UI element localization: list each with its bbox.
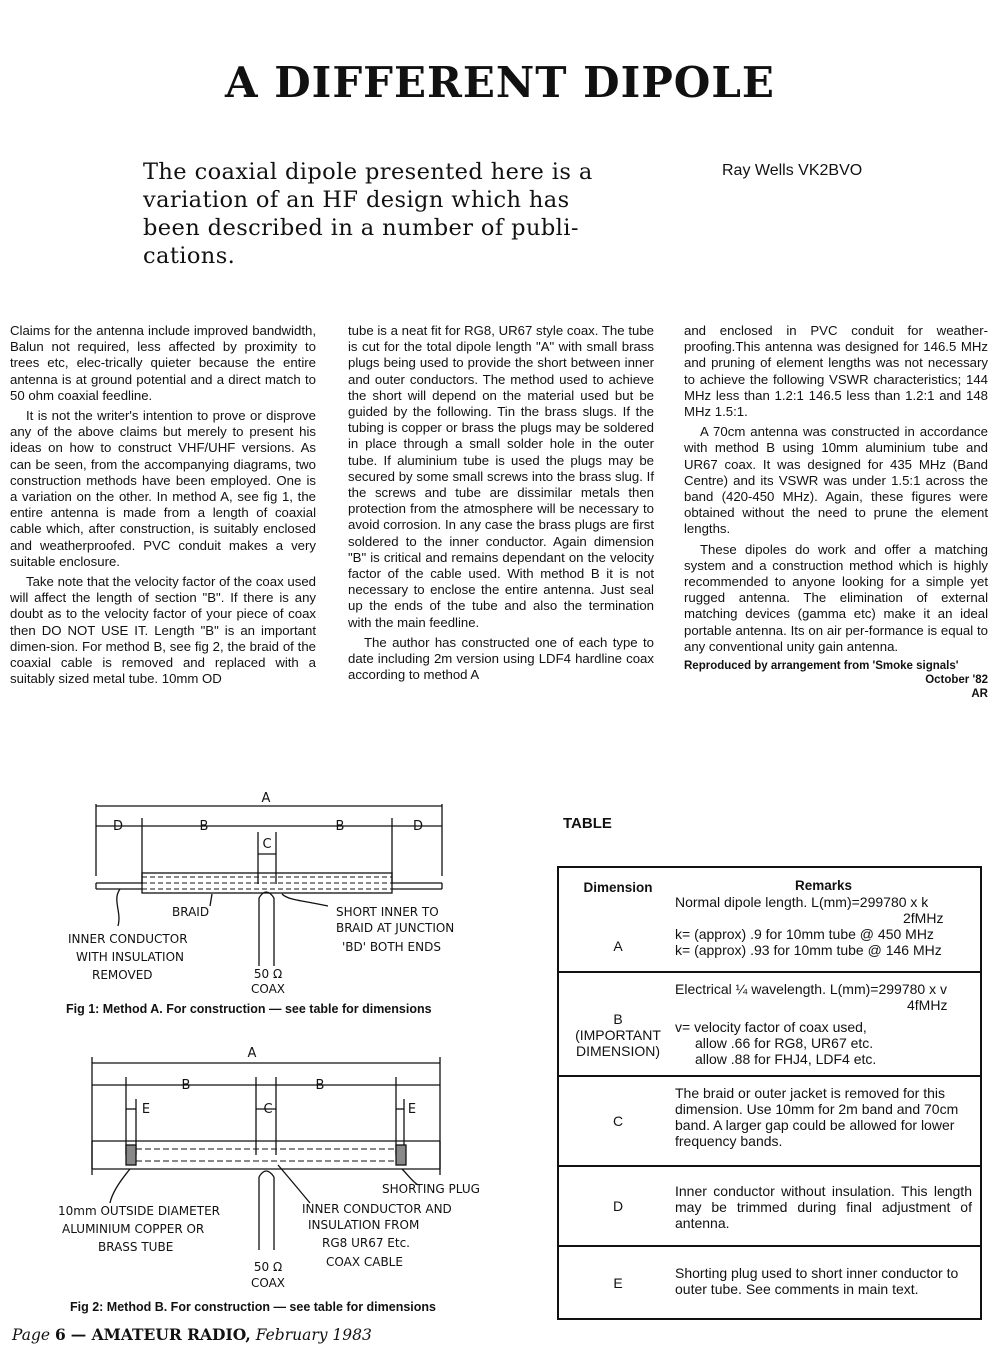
body-paragraph: A 70cm antenna was constructed in accordance with method B using 10mm aluminium tube and UR67 coax. It was designed for 435 MHz (Band Centre) and its VSWR was under 1.5:1 across the band (420-450 MHz). Again, these figures were obtained without the need to prune the element lengths. [684, 424, 988, 537]
reproduced-date: October '82 [925, 674, 988, 687]
table-dim-cell [559, 973, 677, 1075]
table-header-dimension-cell [559, 868, 677, 971]
fig2-diagram [40, 1045, 500, 1295]
fig1-label-a: A [261, 791, 271, 806]
reproduction-credit [684, 659, 988, 701]
dimension-table [557, 866, 982, 1320]
fig1-label-c: C [262, 837, 272, 852]
table-header-dimension: Dimension [583, 880, 653, 895]
author-byline: Ray Wells VK2BVO [722, 162, 863, 179]
fig2-label-b: B [315, 1078, 325, 1093]
body-paragraph: The author has constructed one of each type to date including 2m version using LDF4 hardline coax according to method A [348, 634, 654, 683]
fig2-coax-label: COAX [250, 1276, 286, 1290]
fig1-inner-label: REMOVED [92, 968, 153, 982]
table-remark-line: The braid or outer jacket is removed for this dimension. Use 10mm for 2m band and 70cm band. A larger gap could be allowed for lower frequency bands. [675, 1085, 959, 1149]
table-remark-line: 2fMHz [903, 910, 944, 926]
table-remark-line: allow .88 for FHJ4, LDF4 etc. [695, 1051, 877, 1067]
footer-magazine: — AMATEUR RADIO, [70, 1325, 251, 1344]
fig1-caption: Fig 1: Method A. For construction — see table for dimensions [66, 1002, 432, 1016]
article-sign-off: AR [971, 688, 988, 701]
fig2-tube-label: 10mm OUTSIDE DIAMETER [58, 1204, 220, 1218]
table-remarks-cell [671, 868, 976, 971]
table-remark-line: k= (approx) .93 for 10mm tube @ 146 MHz [675, 942, 942, 958]
page-footer [12, 1325, 372, 1344]
table-dim: D [612, 1198, 624, 1214]
fig1-coax-label: 50 Ω [253, 967, 283, 981]
table-row-c [559, 1077, 980, 1167]
table-row-e [559, 1247, 980, 1318]
fig1-label-d: D [112, 819, 124, 834]
table-dim: E [613, 1274, 623, 1291]
fig1-coax-label: COAX [250, 982, 286, 996]
table-row-b [559, 973, 980, 1077]
fig1-diagram [50, 788, 520, 998]
footer-page-number: 6 [55, 1325, 66, 1344]
fig2-tube-label: ALUMINIUM COPPER OR [62, 1222, 205, 1236]
fig2-inner-label: INNER CONDUCTOR AND [302, 1202, 452, 1216]
body-column-3 [684, 323, 988, 701]
fig2-inner-label: COAX CABLE [326, 1255, 403, 1269]
fig2-coax-label: 50 Ω [253, 1260, 283, 1274]
fig1-inner-label: WITH INSULATION [76, 950, 185, 964]
body-paragraph: Take note that the velocity factor of the coax used will affect the length of section "B". If there is any doubt as to the velocity factor of your piece of coax then DO NOT USE IT. Length "B" is an important dimen-sion. For method B, see fig 2, the braid of the coaxial cable is removed and replaced with a suitably sized metal tube. 10mm OD [10, 574, 316, 687]
body-paragraph: Claims for the antenna include improved bandwidth, Balun not required, less affected by proximity to trees etc, elec-trically quieter because the entire antenna is at ground potential and a direct match to 50 ohm coaxial feedline. [10, 323, 316, 403]
body-paragraph: These dipoles do work and offer a matching system and a construction method which is highly recommended to anyone looking for a simple yet rugged antenna. The elimination of external matching devices (gamma etc) make it an ideal portable antenna. Its on air per-formance is equal to any conventional unity gain antenna. [684, 541, 988, 654]
table-remark-line: k= (approx) .9 for 10mm tube @ 450 MHz [675, 926, 934, 942]
fig2-label-e: E [141, 1102, 151, 1117]
fig2-inner-label: INSULATION FROM [308, 1218, 420, 1232]
table-heading: TABLE [563, 815, 612, 832]
table-dim: A [613, 938, 623, 954]
table-remark-line: Inner conductor without insulation. This length may be trimmed during final adjustment of antenna. [675, 1183, 972, 1231]
fig1-braid-label: BRAID [172, 905, 210, 919]
fig1-label-d: D [412, 819, 424, 834]
fig2-inner-label: RG8 UR67 Etc. [322, 1236, 410, 1250]
fig2-label-c: C [263, 1102, 273, 1117]
fig2-caption: Fig 2: Method B. For construction — see table for dimensions [70, 1300, 437, 1314]
table-remarks-cell [671, 973, 976, 1075]
body-column-2 [348, 323, 654, 687]
fig2-tube-label: BRASS TUBE [98, 1240, 174, 1254]
table-remark-line: Electrical ¼ wavelength. L(mm)=299780 x v [675, 981, 947, 997]
fig1-label-b: B [335, 819, 345, 834]
body-paragraph: It is not the writer's intention to prove or disprove any of the above claims but merely to present his ideas on how to construct VHF/UHF versions. As can be seen, from the accompanying diagrams, two construction methods have been employed. One is a variation on the other. In method A, see fig 1, the entire antenna is made from a length of coaxial cable which, after construction, is suitably enclosed and weatherproofed. PVC conduit makes a very suitable enclosure. [10, 408, 316, 569]
table-remark-line: 4fMHz [907, 997, 948, 1013]
fig1-short-label: 'BD' BOTH ENDS [342, 940, 441, 954]
table-dim: B [613, 1011, 623, 1027]
table-row-a [559, 868, 980, 973]
body-paragraph: and enclosed in PVC conduit for weather-proofing.This antenna was designed for 146.5 MHz and pruning of element lengths was not necessary to achieve the following VSWR characteristics; 144 MHz less than 1.2:1 146.5 less than 1.2:1 and 148 MHz 1.5:1. [684, 323, 988, 420]
fig2-label-b: B [181, 1078, 191, 1093]
reproduced-note: Reproduced by arrangement from 'Smoke signals' [684, 660, 959, 673]
table-remark-line: Normal dipole length. L(mm)=299780 x k [675, 894, 929, 910]
fig1-short-label: BRAID AT JUNCTION [336, 921, 455, 935]
table-dim: (IMPORTANT [575, 1027, 661, 1043]
table-remark-line: Shorting plug used to short inner conductor to outer tube. See comments in main text. [675, 1265, 959, 1297]
table-row-d [559, 1167, 980, 1247]
table-header-remarks: Remarks [794, 878, 853, 893]
footer-page-label: Page [12, 1326, 51, 1344]
table-remark-line: allow .66 for RG8, UR67 etc. [695, 1035, 874, 1051]
table-dim: C [612, 1113, 624, 1129]
fig1-inner-label: INNER CONDUCTOR [68, 932, 188, 946]
fig2-plug-label: SHORTING PLUG [382, 1182, 480, 1196]
fig1-short-label: SHORT INNER TO [336, 905, 439, 919]
body-paragraph: tube is a neat fit for RG8, UR67 style coax. The tube is cut for the total dipole length "A" with small brass plugs being used to provide the short between inner and outer conductors. The method used to achieve the short will depend on the material used but be guided by the following. Tin the brass slugs. If the tubing is copper or brass the plugs may be soldered in place through a small solder hole in the outer tube. If aluminium tube is used the plugs may be secured by some small screws into the brass slug. If the screws and tube are dissimilar metals then protection from the atmosphere will be necessary to avoid corrosion. In any case the brass plugs are first soldered to the inner conductor. Again dimension "B" is critical and remains dependant on the velocity factor of the cable used. With method B it is not necessary to enclose the entire antenna. Just seal up the ends of the tube and also the termination with the main feedline. [348, 323, 654, 630]
table-dim: DIMENSION) [576, 1043, 660, 1059]
intro-paragraph: The coaxial dipole presented here is a variation of an HF design which has been described in a number of publi-cations. [143, 159, 593, 269]
body-column-1 [10, 323, 316, 691]
fig2-label-e: E [407, 1102, 417, 1117]
fig1-label-b: B [199, 819, 209, 834]
table-remark-line: v= velocity factor of coax used, [675, 1019, 867, 1035]
footer-date: February 1983 [255, 1326, 372, 1344]
page-title: A DIFFERENT DIPOLE [225, 58, 775, 107]
fig2-label-a: A [247, 1046, 257, 1061]
